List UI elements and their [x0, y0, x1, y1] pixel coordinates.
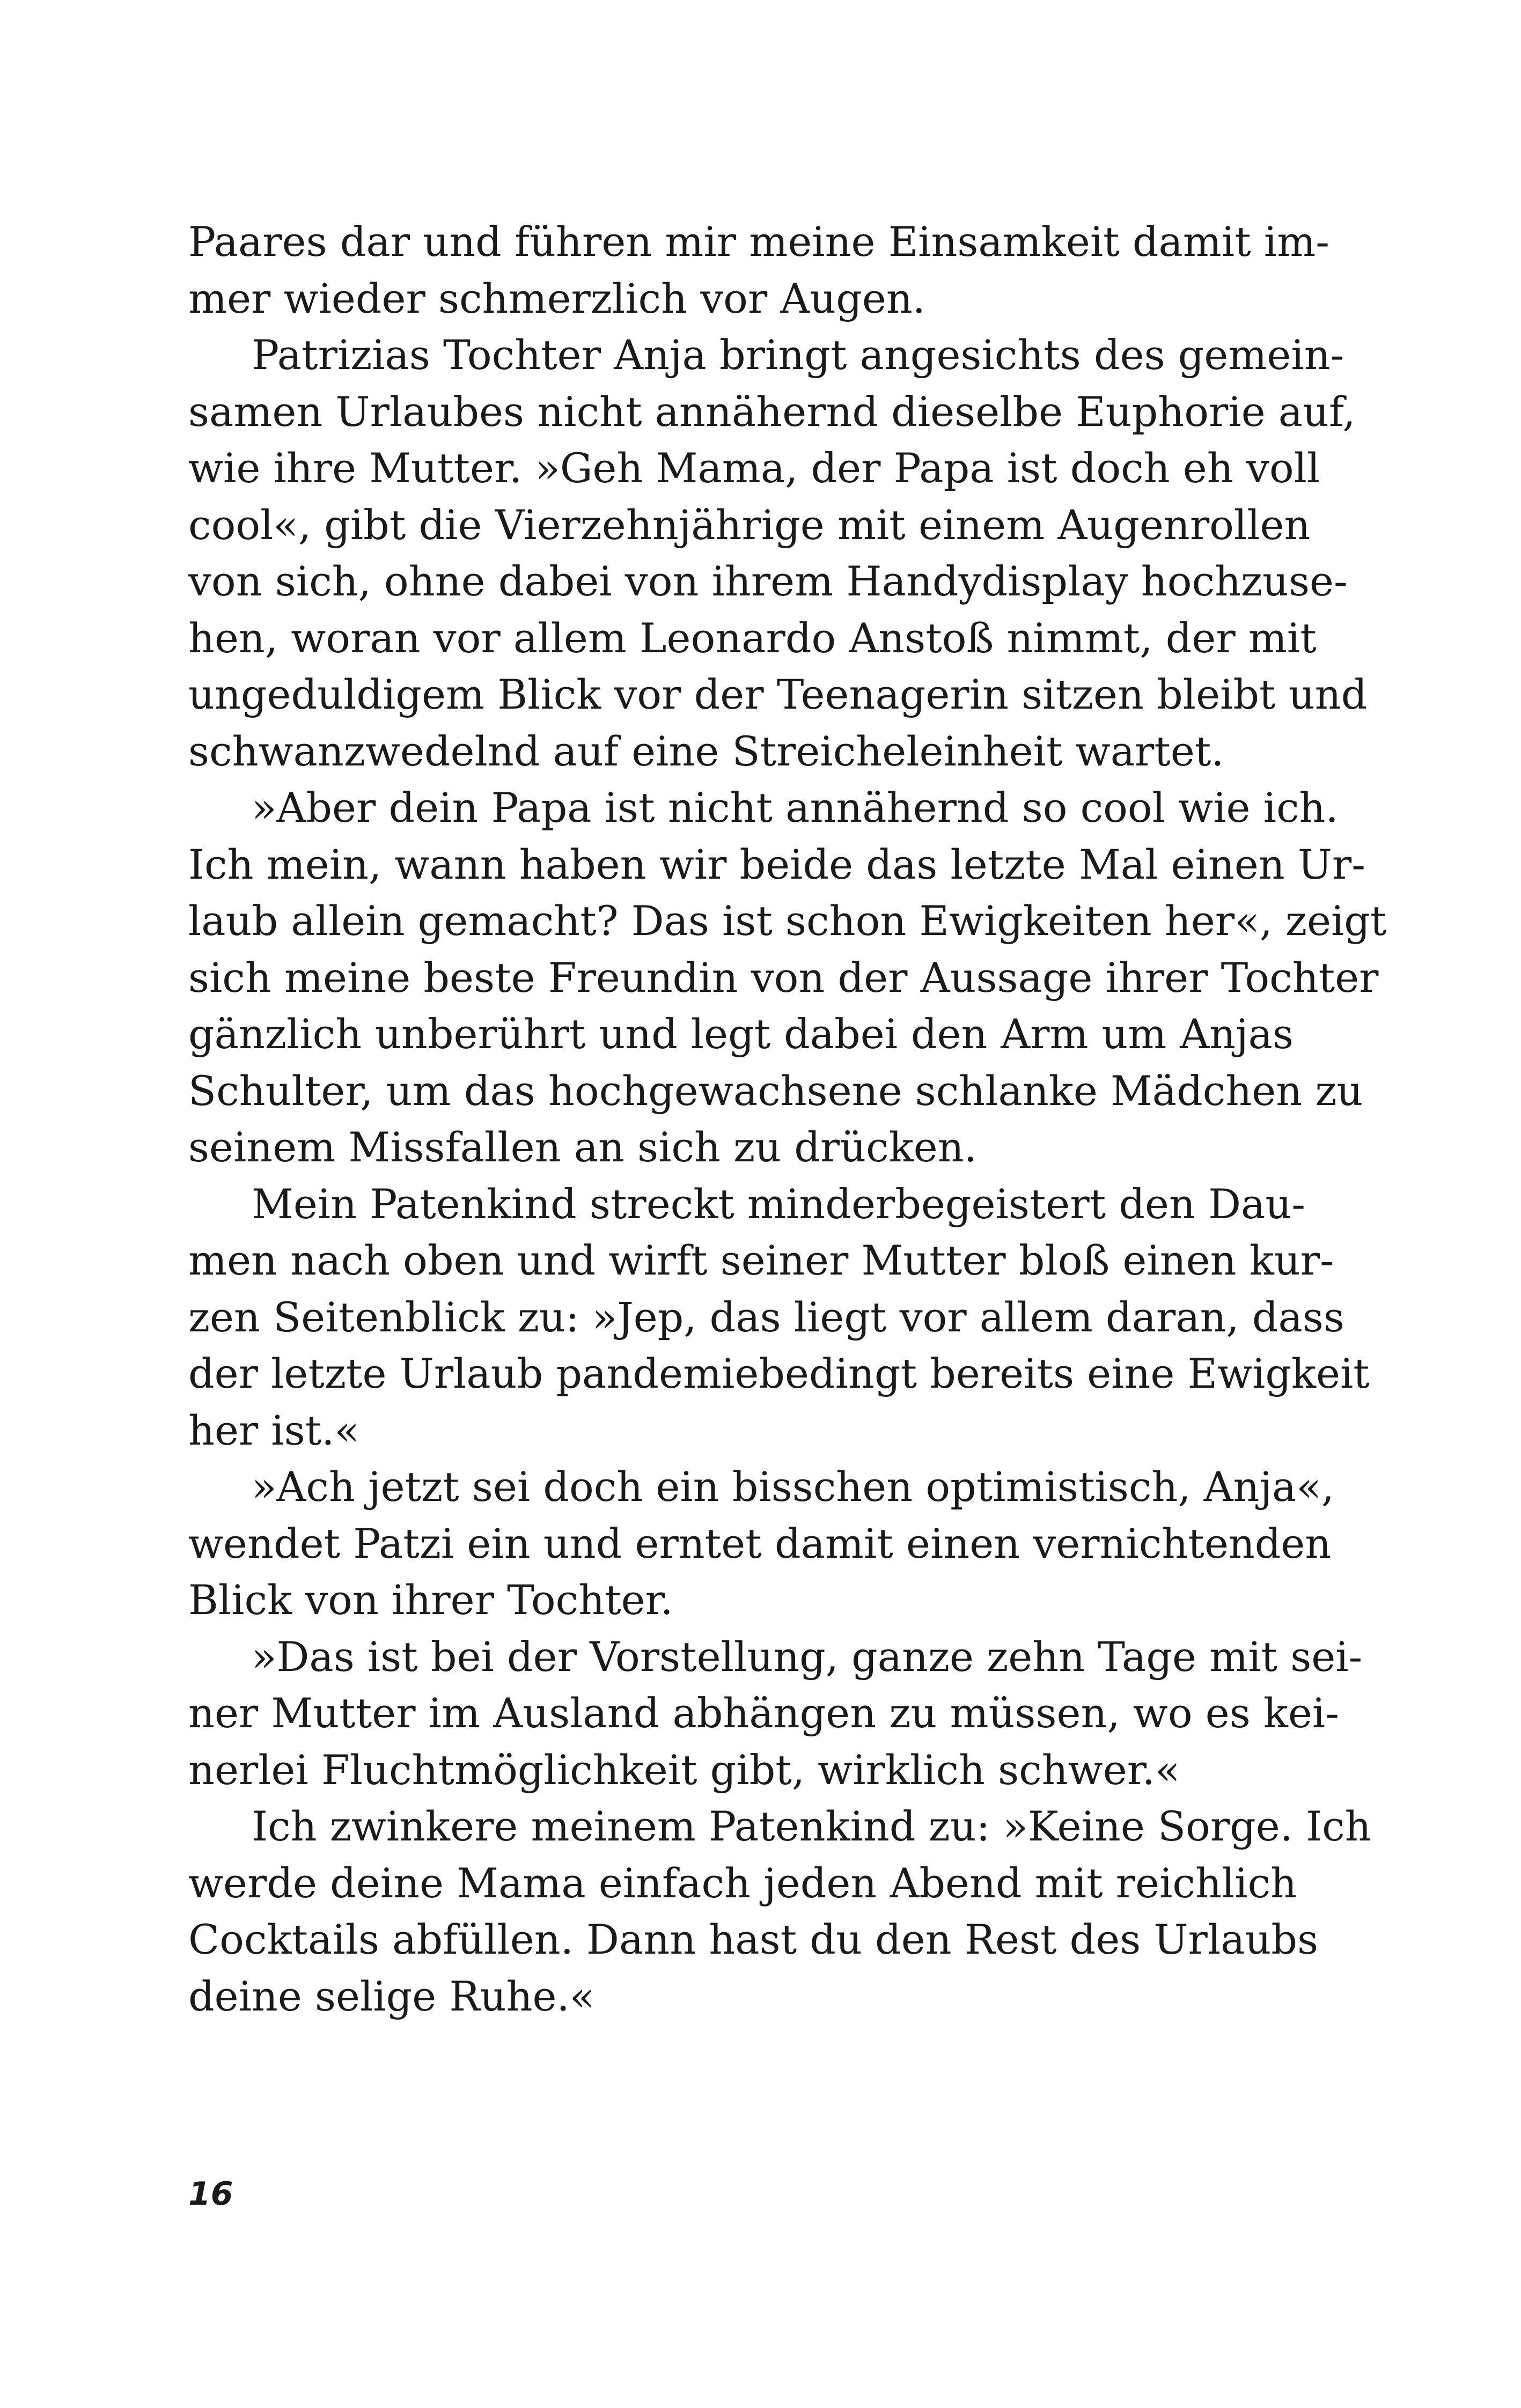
text-line: »Aber dein Papa ist nicht annähernd so cool wie ich.	[252, 784, 1339, 831]
text-line: »Ach jetzt sei doch ein bisschen optimistisch, Anja«,	[252, 1463, 1335, 1511]
text-line: Ich zwinkere meinem Patenkind zu: »Keine Sorge. Ich	[252, 1802, 1371, 1850]
text-line: laub allein gemacht? Das ist schon Ewigkeiten her«, zeigt	[188, 897, 1387, 945]
page-number: 16	[188, 2175, 233, 2213]
text-line: samen Urlaubes nicht annähernd dieselbe Euphorie auf,	[188, 387, 1356, 436]
text-line: hen, woran vor allem Leonardo Anstoß nimmt, der mit	[188, 614, 1317, 662]
text-line: Paares dar und führen mir meine Einsamkeit damit im-	[188, 218, 1329, 266]
text-line: sich meine beste Freundin von der Aussage ihrer Tochter	[188, 953, 1379, 1002]
text-line: gänzlich unberührt und legt dabei den Arm um Anjas	[188, 1010, 1294, 1058]
text-line: Schulter, um das hochgewachsene schlanke Mädchen zu	[188, 1066, 1363, 1115]
text-line: Cocktails abfüllen. Dann hast du den Rest des Urlaubs	[188, 1916, 1319, 1963]
text-line: von sich, ohne dabei von ihrem Handydisplay hochzuse-	[188, 557, 1348, 605]
text-line: ungeduldigem Blick vor der Teenagerin sitzen bleibt und	[188, 671, 1368, 718]
body-text	[188, 213, 1387, 2024]
text-line: Blick von ihrer Tochter.	[188, 1576, 673, 1624]
text-line: deine selige Ruhe.«	[188, 1972, 595, 2020]
text-line: ner Mutter im Ausland abhängen zu müssen, wo es kei-	[188, 1689, 1339, 1737]
text-line: Ich mein, wann haben wir beide das letzte Mal einen Ur-	[188, 840, 1365, 888]
text-line: her ist.«	[188, 1406, 359, 1454]
text-line: »Das ist bei der Vorstellung, ganze zehn Tage mit sei-	[252, 1632, 1363, 1681]
text-line: der letzte Urlaub pandemiebedingt bereits eine Ewigkeit	[188, 1350, 1370, 1397]
text-line: seinem Missfallen an sich zu drücken.	[188, 1123, 977, 1171]
text-line: Patrizias Tochter Anja bringt angesichts des gemein-	[252, 331, 1344, 379]
text-line: Mein Patenkind streckt minderbegeistert den Dau-	[252, 1180, 1305, 1228]
text-line: mer wieder schmerzlich vor Augen.	[188, 274, 925, 322]
text-line: zen Seitenblick zu: »Jep, das liegt vor allem daran, dass	[188, 1293, 1344, 1341]
text-line: wendet Patzi ein und erntet damit einen vernichtenden	[188, 1519, 1332, 1567]
text-line: nerlei Fluchtmöglichkeit gibt, wirklich schwer.«	[188, 1746, 1180, 1794]
text-line: schwanzwedelnd auf eine Streicheleinheit wartet.	[188, 727, 1224, 775]
text-line: cool«, gibt die Vierzehnjährige mit einem Augenrollen	[188, 500, 1311, 549]
text-line: men nach oben und wirft seiner Mutter bloß einen kur-	[188, 1236, 1334, 1284]
text-line: werde deine Mama einfach jeden Abend mit reichlich	[188, 1859, 1297, 1907]
text-line: wie ihre Mutter. »Geh Mama, der Papa ist doch eh voll	[188, 444, 1320, 492]
